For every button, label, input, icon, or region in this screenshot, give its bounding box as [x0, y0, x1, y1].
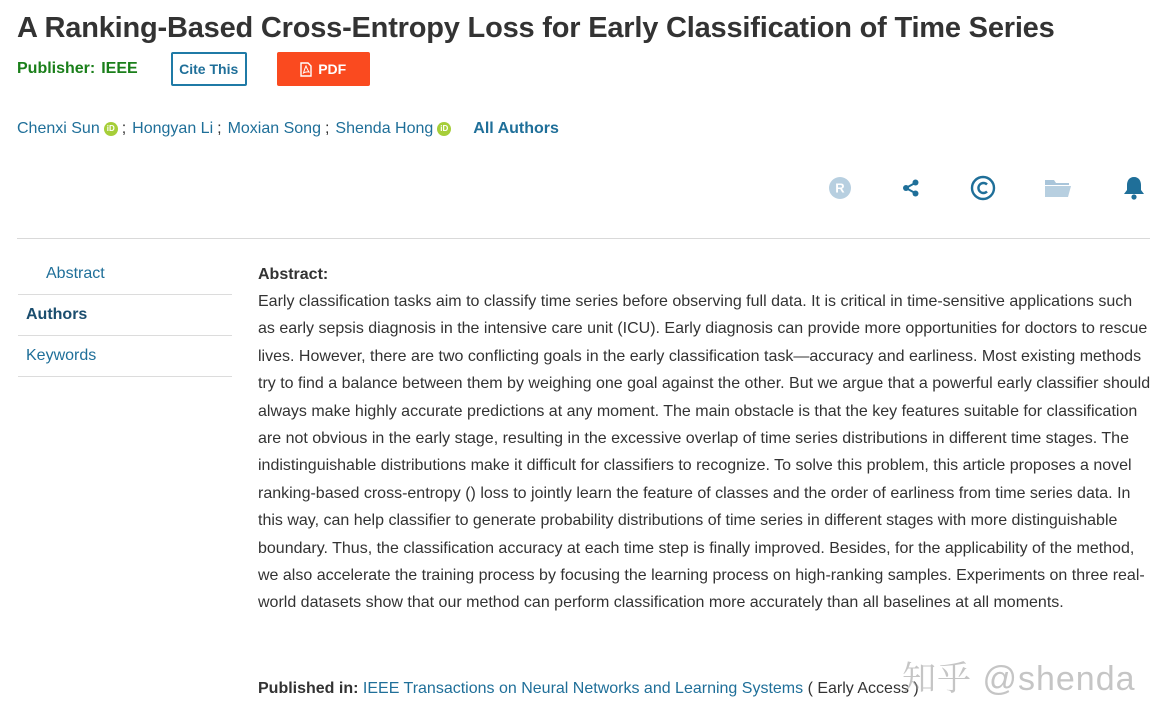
- all-authors-link[interactable]: All Authors: [473, 120, 559, 137]
- cite-this-button[interactable]: Cite This: [171, 52, 247, 86]
- section-nav: [18, 254, 232, 377]
- publisher: [17, 60, 138, 78]
- publisher-name: IEEE: [101, 60, 138, 77]
- orcid-icon[interactable]: iD: [104, 122, 118, 136]
- nav-item-authors[interactable]: Authors: [18, 295, 232, 336]
- author-separator: ;: [217, 120, 222, 137]
- article-toolbar: [0, 174, 1165, 202]
- rights-badge: R: [835, 180, 845, 196]
- author-link[interactable]: Shenda Hong: [335, 120, 434, 137]
- abstract-section: [258, 263, 1153, 617]
- section-divider: [17, 238, 1150, 239]
- nav-item-keywords[interactable]: Keywords: [18, 336, 232, 377]
- author-link[interactable]: Hongyan Li: [132, 120, 214, 137]
- published-in-label: Published in:: [258, 680, 359, 697]
- published-in: [258, 680, 919, 698]
- share-icon[interactable]: [897, 174, 925, 202]
- authors-list: [17, 118, 559, 140]
- author-separator: ;: [324, 120, 330, 137]
- copyright-icon[interactable]: [969, 174, 997, 202]
- publisher-row: [17, 52, 370, 86]
- folder-icon[interactable]: [1044, 174, 1072, 202]
- rights-icon[interactable]: [826, 174, 854, 202]
- pdf-file-icon: [300, 62, 312, 77]
- watermark: 知乎 @shenda: [902, 660, 1136, 698]
- author-separator: ;: [121, 120, 127, 137]
- abstract-text: Early classification tasks aim to classify time series before observing full data. It is critical in time-sensitive applications such as early sepsis diagnosis in the intensive care unit (ICU). Early diagnosis can provide more opportunities for doctors to rescue lives. However, there are two conflicting goals in the early classification task—accuracy and earliness. Most existing methods try to find a balance between them by weighing one goal against the other. But we argue that a powerful early classifier should always make highly accurate predictions at any moment. The main obstacle is that the key features suitable for classification are not obvious in the early stage, resulting in the excessive overlap of time series distributions in different time stages. The indistinguishable distributions make it difficult for classifiers to recognize. To solve this problem, this article proposes a novel ranking-based cross-entropy () loss to jointly learn the feature of classes and the order of earliness from time series data. In this way, can help classifier to generate probability distributions of time series in different stages with more distinguishable boundary. Thus, the classification accuracy at each time step is finally improved. Besides, for the applicability of the method, we also accelerate the training process by focusing the learning process on high-ranking samples. Experiments on three real-world datasets show that our method can perform classification more accurately than all baselines at all moments.: [258, 293, 1151, 612]
- pdf-button[interactable]: [277, 52, 370, 86]
- author-link[interactable]: Moxian Song: [227, 120, 321, 137]
- publisher-label: Publisher:: [17, 60, 96, 77]
- abstract-heading: Abstract:: [258, 266, 329, 283]
- pdf-button-label: PDF: [318, 61, 347, 77]
- publication-status: ( Early Access ): [807, 680, 919, 697]
- nav-item-abstract[interactable]: Abstract: [18, 254, 232, 295]
- journal-link[interactable]: IEEE Transactions on Neural Networks and Learning Systems: [362, 680, 804, 697]
- bell-icon[interactable]: [1120, 174, 1148, 202]
- orcid-icon[interactable]: iD: [437, 122, 451, 136]
- author-link[interactable]: Chenxi Sun: [17, 120, 100, 137]
- page-title: A Ranking-Based Cross-Entropy Loss for Early Classification of Time Series: [17, 12, 1055, 44]
